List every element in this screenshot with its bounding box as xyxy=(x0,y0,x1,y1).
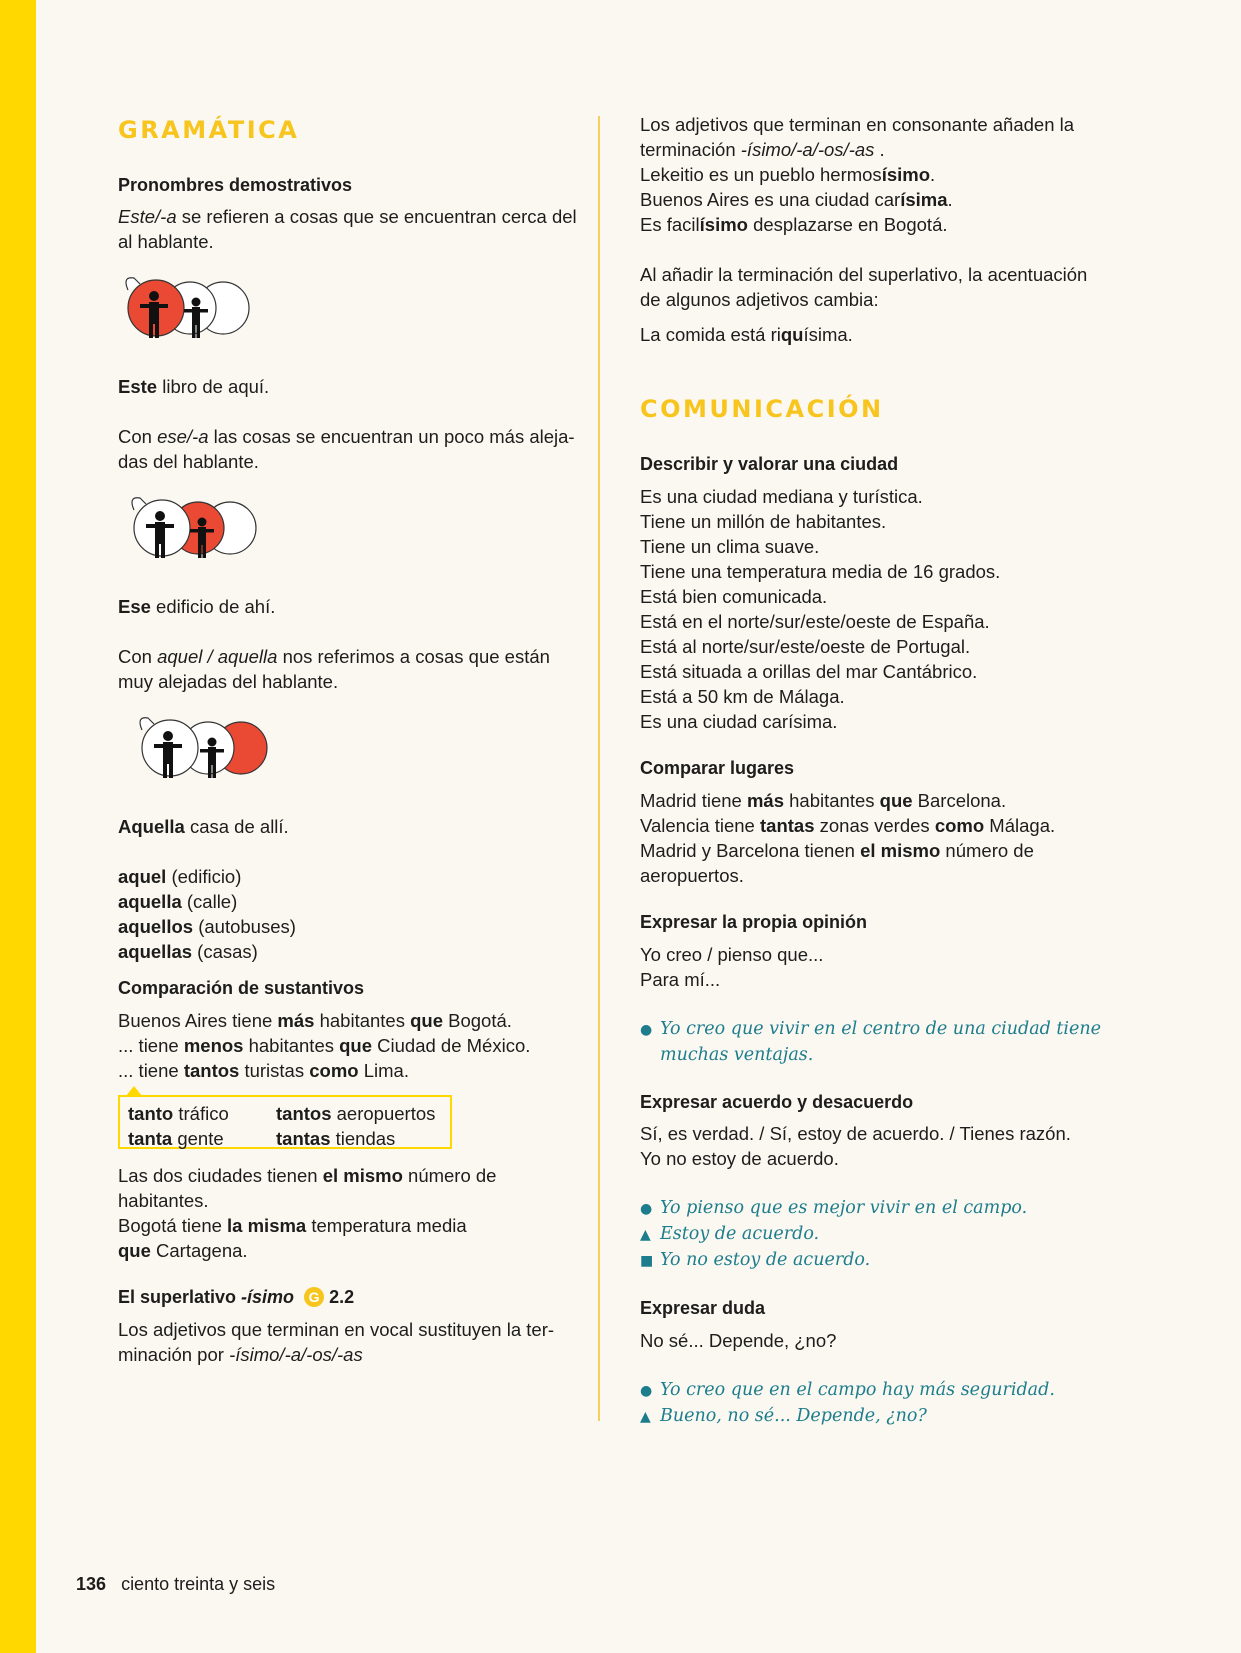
describe-line: Tiene un clima suave. xyxy=(640,536,820,557)
comparison-line: ... tiene menos habitantes que Ciudad de México. xyxy=(118,1035,531,1056)
yellow-edge-stripe xyxy=(0,0,36,1653)
ese-intro: Con ese/-a las cosas se encuentran un poco más aleja-das del hablante. xyxy=(118,426,575,472)
box-cell: tantas tiendas xyxy=(276,1128,396,1149)
dialog-line-cont: muchas ventajas. xyxy=(660,1045,814,1065)
este-intro: Este/-a se refieren a cosas que se encuentran cerca del al hablante. xyxy=(118,206,577,252)
este-example: Este libro de aquí. xyxy=(118,376,270,397)
triangle-bullet-icon: ▲ xyxy=(640,1409,651,1425)
compare-line: Valencia tiene tantas zonas verdes como Málaga. xyxy=(640,815,1056,836)
comparison-line: ... tiene tantos turistas como Lima. xyxy=(118,1060,409,1081)
box-cell: tantos aeropuertos xyxy=(276,1103,436,1124)
describe-line: Está al norte/sur/este/oeste de Portugal. xyxy=(640,636,971,657)
ese-illustration xyxy=(118,492,268,582)
demonstratives-heading: Pronombres demostrativos xyxy=(118,175,353,195)
accent-note: Al añadir la terminación del superlativo, la acentuación de algunos adjetivos cambia: xyxy=(640,264,1088,310)
dialog-line: ● Yo creo que vivir en el centro de una ciudad tiene xyxy=(640,1017,1110,1043)
page-number: 136 xyxy=(76,1574,107,1594)
square-bullet-icon: ■ xyxy=(640,1253,654,1269)
doubt-line: No sé... Depende, ¿no? xyxy=(640,1330,837,1351)
describe-line: Está en el norte/sur/este/oeste de España. xyxy=(640,611,990,632)
aquel-intro: Con aquel / aquella nos referimos a cosas que están muy alejadas del hablante. xyxy=(118,646,550,692)
superlative-example: Lekeitio es un pueblo hermosísimo. xyxy=(640,164,936,185)
describe-line: Tiene un millón de habitantes. xyxy=(640,511,887,532)
column-divider xyxy=(598,116,600,1421)
describe-line: Está situada a orillas del mar Cantábrico. xyxy=(640,661,978,682)
opinion-heading: Expresar la propia opinión xyxy=(640,912,868,932)
superlative-example: Es facilísimo desplazarse en Bogotá. xyxy=(640,214,948,235)
dialog-line: ▲ Bueno, no sé... Depende, ¿no? xyxy=(640,1404,1110,1430)
communication-column xyxy=(640,112,1110,1430)
comparison-line: Buenos Aires tiene más habitantes que Bogotá. xyxy=(118,1010,512,1031)
consonant-intro: Los adjetivos que terminan en consonante añaden la terminación -ísimo/-a/-os/-as . xyxy=(640,114,1075,160)
comparison-heading: Comparación de sustantivos xyxy=(118,978,365,998)
dialog-line: ● Yo pienso que es mejor vivir en el campo. xyxy=(640,1196,1110,1222)
agree-line: Yo no estoy de acuerdo. xyxy=(640,1148,839,1169)
dialog-line: ▲ Estoy de acuerdo. xyxy=(640,1222,1110,1248)
box-cell: tanto tráfico xyxy=(128,1103,229,1124)
opinion-line: Para mí... xyxy=(640,969,721,990)
circle-bullet-icon: ● xyxy=(640,1201,653,1217)
box-cell: tanta gente xyxy=(128,1128,224,1149)
triangle-bullet-icon: ▲ xyxy=(640,1227,651,1243)
dialog-line: ● Yo creo que en el campo hay más seguridad. xyxy=(640,1378,1110,1404)
grammar-ref-icon: G xyxy=(304,1287,324,1307)
page-number-words: ciento treinta y seis xyxy=(121,1574,276,1594)
circle-bullet-icon: ● xyxy=(640,1383,653,1399)
dialog-line: ■ Yo no estoy de acuerdo. xyxy=(640,1248,1110,1274)
describe-line: Es una ciudad mediana y turística. xyxy=(640,486,923,507)
aquel-form: aquellas (casas) xyxy=(118,941,258,962)
ese-example: Ese edificio de ahí. xyxy=(118,596,276,617)
aquel-form: aquellos (autobuses) xyxy=(118,916,296,937)
aquel-form: aquel (edificio) xyxy=(118,866,242,887)
accent-example: La comida está riquísima. xyxy=(640,324,853,345)
superlative-intro: Los adjetivos que terminan en vocal sustituyen la ter-minación por -ísimo/-a/-os/-as xyxy=(118,1319,555,1365)
compare-line: Madrid tiene más habitantes que Barcelona. xyxy=(640,790,1007,811)
compare-heading: Comparar lugares xyxy=(640,758,795,778)
page-footer xyxy=(76,1574,275,1595)
aquel-form: aquella (calle) xyxy=(118,891,238,912)
communication-title: COMUNICACIÓN xyxy=(640,395,884,423)
agree-line: Sí, es verdad. / Sí, estoy de acuerdo. / Tienes razón. xyxy=(640,1123,1071,1144)
grammar-column xyxy=(118,118,588,1367)
compare-line: Madrid y Barcelona tienen el mismo número de aeropuertos. xyxy=(640,840,1034,886)
agree-heading: Expresar acuerdo y desacuerdo xyxy=(640,1092,914,1112)
circle-bullet-icon: ● xyxy=(640,1022,653,1038)
superlative-example: Buenos Aires es una ciudad carísima. xyxy=(640,189,953,210)
doubt-heading: Expresar duda xyxy=(640,1298,766,1318)
tanto-box xyxy=(118,1095,588,1149)
describe-line: Tiene una temperatura media de 16 grados. xyxy=(640,561,1001,582)
same-line: Las dos ciudades tienen el mismo número de habitantes. xyxy=(118,1165,497,1211)
box-pointer xyxy=(126,1086,142,1096)
grammar-title: GRAMÁTICA xyxy=(118,116,300,144)
superlative-heading: El superlativo -ísimo G 2.2 xyxy=(118,1287,355,1307)
same-line: Bogotá tiene la misma temperatura media que Cartagena. xyxy=(118,1215,467,1261)
este-illustration xyxy=(118,272,268,362)
describe-heading: Describir y valorar una ciudad xyxy=(640,454,899,474)
aquel-example: Aquella casa de allí. xyxy=(118,816,289,837)
describe-line: Está bien comunicada. xyxy=(640,586,828,607)
aquel-illustration xyxy=(118,712,278,802)
describe-line: Está a 50 km de Málaga. xyxy=(640,686,845,707)
describe-line: Es una ciudad carísima. xyxy=(640,711,838,732)
opinion-line: Yo creo / pienso que... xyxy=(640,944,824,965)
